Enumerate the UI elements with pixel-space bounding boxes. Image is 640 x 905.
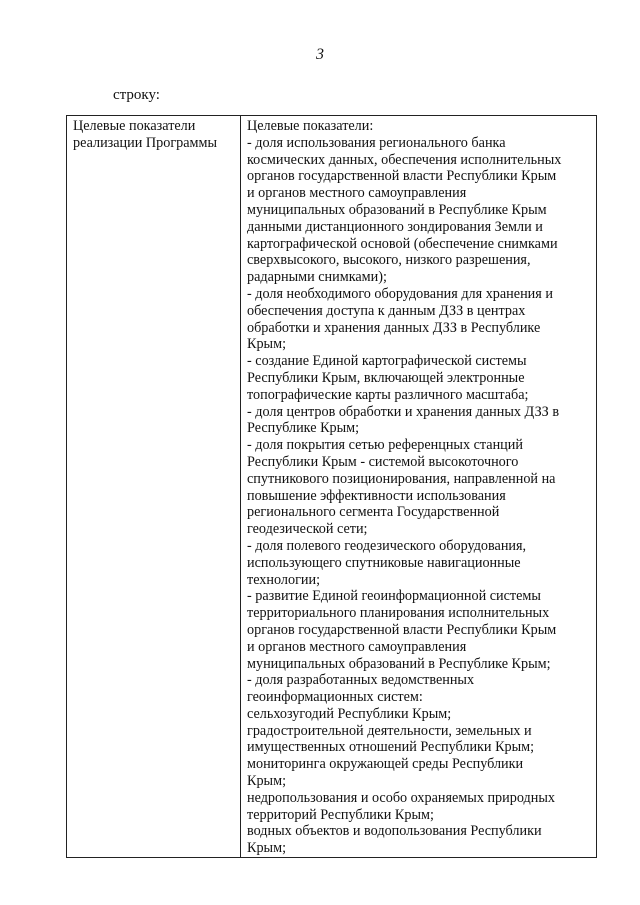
- page-number: 3: [316, 46, 324, 63]
- right-cell-line: сельхозугодий Республики Крым;: [247, 705, 452, 722]
- right-cell-line: - доля покрытия сетью референцных станций: [247, 437, 523, 454]
- right-cell: [241, 116, 597, 858]
- right-cell-line: - доля центров обработки и хранения данных ДЗЗ в: [247, 403, 560, 420]
- right-cell-line: недропользования и особо охраняемых природных: [247, 789, 555, 806]
- right-cell-line: картографической основой (обеспечение снимками: [247, 235, 558, 252]
- right-cell-line: Республике Крым;: [247, 420, 360, 437]
- left-cell: [67, 116, 241, 858]
- right-cell-line: космических данных, обеспечения исполнительных: [247, 151, 562, 168]
- indicators-table: [66, 115, 597, 858]
- right-cell-line: использующего спутниковые навигационные: [247, 554, 521, 571]
- right-cell-line: - развитие Единой геоинформационной системы: [247, 588, 541, 605]
- right-cell-line: Республики Крым, включающей электронные: [247, 369, 525, 386]
- right-cell-line: данными дистанционного зондирования Земли и: [247, 218, 543, 235]
- right-cell-line: Крым;: [247, 336, 287, 353]
- right-cell-line: и органов местного самоуправления: [247, 185, 467, 202]
- right-cell-line: обеспечения доступа к данным ДЗЗ в центрах: [247, 302, 526, 319]
- right-cell-line: и органов местного самоуправления: [247, 638, 467, 655]
- right-cell-line: муниципальных образований в Республике Крым: [247, 201, 547, 218]
- right-cell-line: спутникового позиционирования, направленной на: [247, 470, 556, 487]
- right-cell-line: Целевые показатели:: [247, 118, 374, 134]
- right-cell-line: Республики Крым - системой высокоточного: [247, 453, 519, 470]
- right-cell-line: топографические карты различного масштаба;: [247, 386, 529, 403]
- right-cell-line: муниципальных образований в Республике Крым;: [247, 655, 551, 672]
- right-cell-line: - создание Единой картографической системы: [247, 353, 527, 370]
- left-cell-line: Целевые показатели: [73, 118, 196, 134]
- right-cell-line: - доля использования регионального банка: [247, 134, 506, 151]
- right-cell-line: территорий Республики Крым;: [247, 806, 434, 823]
- right-cell-line: регионального сегмента Государственной: [247, 504, 500, 521]
- right-cell-line: имущественных отношений Республики Крым;: [247, 739, 535, 756]
- table-row: [67, 116, 597, 858]
- right-cell-line: - доля необходимого оборудования для хранения и: [247, 285, 553, 302]
- right-cell-line: - доля полевого геодезического оборудования,: [247, 537, 527, 554]
- right-cell-line: повышение эффективности использования: [247, 487, 506, 504]
- right-cell-line: геодезической сети;: [247, 521, 368, 538]
- right-cell-line: мониторинга окружающей среды Республики: [247, 756, 524, 773]
- right-cell-line: водных объектов и водопользования Республики: [247, 823, 542, 840]
- right-cell-line: - доля разработанных ведомственных: [247, 672, 475, 689]
- right-cell-line: территориального планирования исполнительных: [247, 605, 550, 622]
- right-cell-line: Крым;: [247, 773, 287, 790]
- right-cell-line: градостроительной деятельности, земельных и: [247, 722, 532, 739]
- right-cell-line: сверхвысокого, высокого, низкого разрешения,: [247, 252, 531, 269]
- right-cell-line: органов государственной власти Республики Крым: [247, 168, 557, 185]
- right-cell-line: радарными снимками);: [247, 269, 387, 286]
- right-cell-line: геоинформационных систем:: [247, 689, 423, 706]
- right-cell-line: обработки и хранения данных ДЗЗ в Республике: [247, 319, 541, 336]
- right-cell-line: органов государственной власти Республики Крым: [247, 621, 557, 638]
- right-cell-line: технологии;: [247, 571, 321, 588]
- intro-text: строку:: [113, 87, 160, 103]
- left-cell-line: реализации Программы: [73, 134, 218, 151]
- right-cell-line: Крым;: [247, 840, 287, 857]
